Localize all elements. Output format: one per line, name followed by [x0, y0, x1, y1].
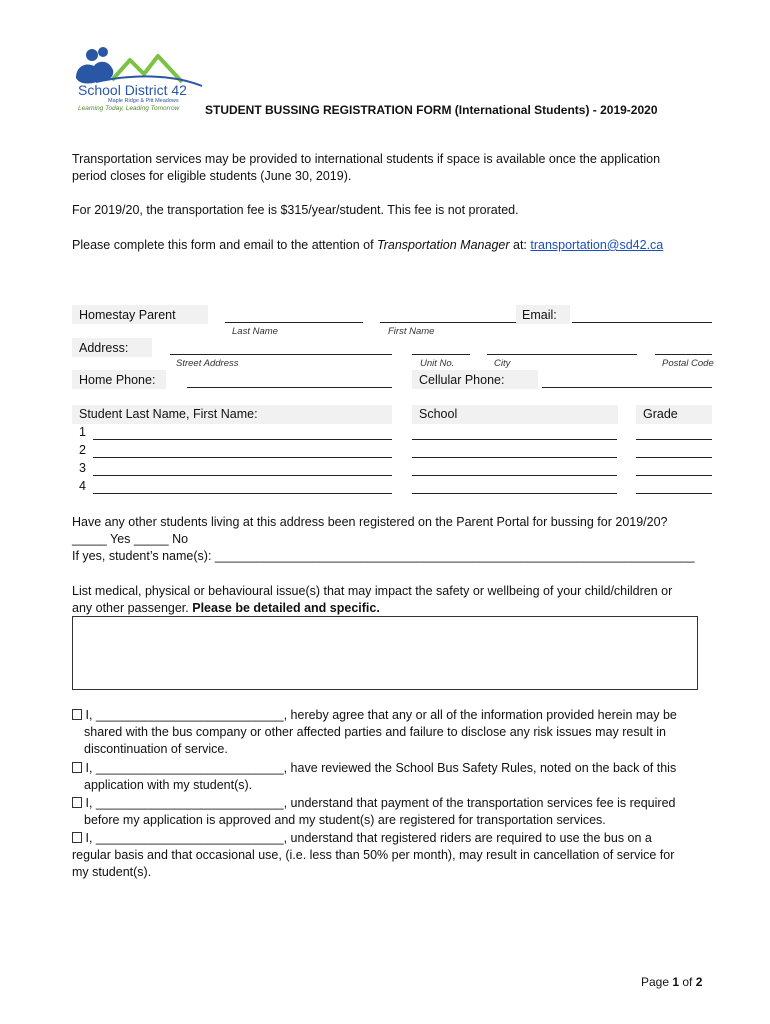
student-3-school-field[interactable] — [412, 475, 617, 476]
page-total: 2 — [695, 975, 703, 989]
agreement-1-checkbox-icon[interactable] — [72, 709, 82, 720]
school-header: School — [419, 407, 458, 421]
postal-code-field[interactable] — [655, 354, 712, 355]
agreement-4-line-2: regular basis and that occasional use, (i.e. less than 50% per month), may result in cancellation of service for — [72, 848, 675, 862]
agreement-3-line-1[interactable] — [72, 796, 675, 810]
intro-line-2: period closes for eligible students (June 30, 2019). — [72, 169, 352, 183]
student-3-name-field[interactable] — [93, 475, 392, 476]
form-title: STUDENT BUSSING REGISTRATION FORM (International Students) - 2019-2020 — [205, 103, 658, 117]
student-4-grade-field[interactable] — [636, 493, 712, 494]
medical-emphasis: Please be detailed and specific. — [192, 601, 380, 615]
student-4-school-field[interactable] — [412, 493, 617, 494]
school-district-logo — [72, 44, 207, 116]
medical-line-2 — [72, 601, 380, 615]
agreement-2-line-1[interactable] — [72, 761, 676, 775]
fee-text: For 2019/20, the transportation fee is $315/year/student. This fee is not prorated. — [72, 203, 519, 217]
parent-last-name-field[interactable] — [225, 322, 363, 323]
home-phone-field[interactable] — [187, 387, 392, 388]
email-field[interactable] — [572, 322, 712, 323]
page-prefix: Page — [641, 975, 673, 989]
cellular-phone-label: Cellular Phone: — [419, 373, 505, 387]
email-link[interactable]: transportation@sd42.ca — [530, 238, 664, 252]
agreement-3-checkbox-icon[interactable] — [72, 797, 82, 808]
first-name-caption: First Name — [388, 326, 435, 337]
student-2-school-field[interactable] — [412, 457, 617, 458]
grade-header: Grade — [643, 407, 678, 421]
medical-line-1: List medical, physical or behavioural issue(s) that may impact the safety or wellbeing of your child/children or — [72, 584, 673, 598]
student-row-number: 3 — [79, 461, 86, 475]
agreement-2-line-2: application with my student(s). — [84, 778, 253, 792]
student-row-number: 2 — [79, 443, 86, 457]
cellular-phone-field[interactable] — [542, 387, 712, 388]
medical-details-textarea[interactable] — [72, 616, 698, 690]
logo-name: School District 42 — [78, 82, 187, 98]
student-row-number: 1 — [79, 425, 86, 439]
street-address-caption: Street Address — [176, 358, 239, 369]
agreement-1-line-2: shared with the bus company or other affected parties and failure to disclose any risk issues may result in — [84, 725, 667, 739]
agreement-4-text: I, ___________________________, understand that registered riders are required to use the bus on a — [82, 831, 652, 845]
student-2-grade-field[interactable] — [636, 457, 712, 458]
other-students-question: Have any other students living at this address been registered on the Parent Portal for bussing for 2019/20? — [72, 515, 668, 529]
logo-tagline: Learning Today, Leading Tomorrow — [78, 105, 180, 112]
agreement-2-checkbox-icon[interactable] — [72, 762, 82, 773]
last-name-caption: Last Name — [232, 326, 278, 337]
student-1-grade-field[interactable] — [636, 439, 712, 440]
agreement-1-line-1[interactable] — [72, 708, 677, 722]
agreement-2-text: I, ___________________________, have reviewed the School Bus Safety Rules, noted on the back of this — [82, 761, 677, 775]
email-label: Email: — [522, 308, 557, 322]
agreement-3-line-2: before my application is approved and my student(s) are registered for transportation services. — [84, 813, 606, 827]
city-caption: City — [494, 358, 511, 369]
unit-no-caption: Unit No. — [420, 358, 455, 369]
other-students-names[interactable]: If yes, student’s name(s): _____________________________________________________________________ — [72, 549, 695, 563]
agreement-4-line-1[interactable] — [72, 831, 652, 845]
student-2-name-field[interactable] — [93, 457, 392, 458]
city-field[interactable] — [487, 354, 637, 355]
medical-line-2-text: any other passenger. — [72, 601, 193, 615]
student-row-number: 4 — [79, 479, 86, 493]
address-label: Address: — [79, 341, 129, 355]
intro-line-1: Transportation services may be provided to international students if space is available once the application — [72, 152, 661, 166]
homestay-parent-label: Homestay Parent — [79, 308, 176, 322]
student-1-name-field[interactable] — [93, 439, 392, 440]
page-number — [641, 975, 702, 989]
student-1-school-field[interactable] — [412, 439, 617, 440]
agreement-1-line-3: discontinuation of service. — [84, 742, 228, 756]
agreement-4-line-3: my student(s). — [72, 865, 152, 879]
email-instruction — [72, 238, 663, 252]
student-name-header: Student Last Name, First Name: — [79, 407, 258, 421]
postal-code-caption: Postal Code — [662, 358, 714, 369]
street-address-field[interactable] — [170, 354, 392, 355]
email-instruction-manager: Transportation Manager — [377, 238, 510, 252]
agreement-3-text: I, ___________________________, understand that payment of the transportation services fee is required — [82, 796, 676, 810]
unit-no-field[interactable] — [412, 354, 470, 355]
email-instruction-mid: at: — [509, 238, 531, 252]
page-current: 1 — [672, 975, 680, 989]
yes-no-options[interactable]: _____ Yes _____ No — [72, 532, 189, 546]
logo-sub: Maple Ridge & Pitt Meadows — [108, 98, 179, 104]
home-phone-label: Home Phone: — [79, 373, 156, 387]
page-of: of — [679, 975, 696, 989]
email-instruction-pre: Please complete this form and email to the attention of — [72, 238, 378, 252]
agreement-4-checkbox-icon[interactable] — [72, 832, 82, 843]
parent-first-name-field[interactable] — [380, 322, 516, 323]
agreement-1-text: I, ___________________________, hereby agree that any or all of the information provided herein may be — [82, 708, 677, 722]
student-3-grade-field[interactable] — [636, 475, 712, 476]
student-4-name-field[interactable] — [93, 493, 392, 494]
